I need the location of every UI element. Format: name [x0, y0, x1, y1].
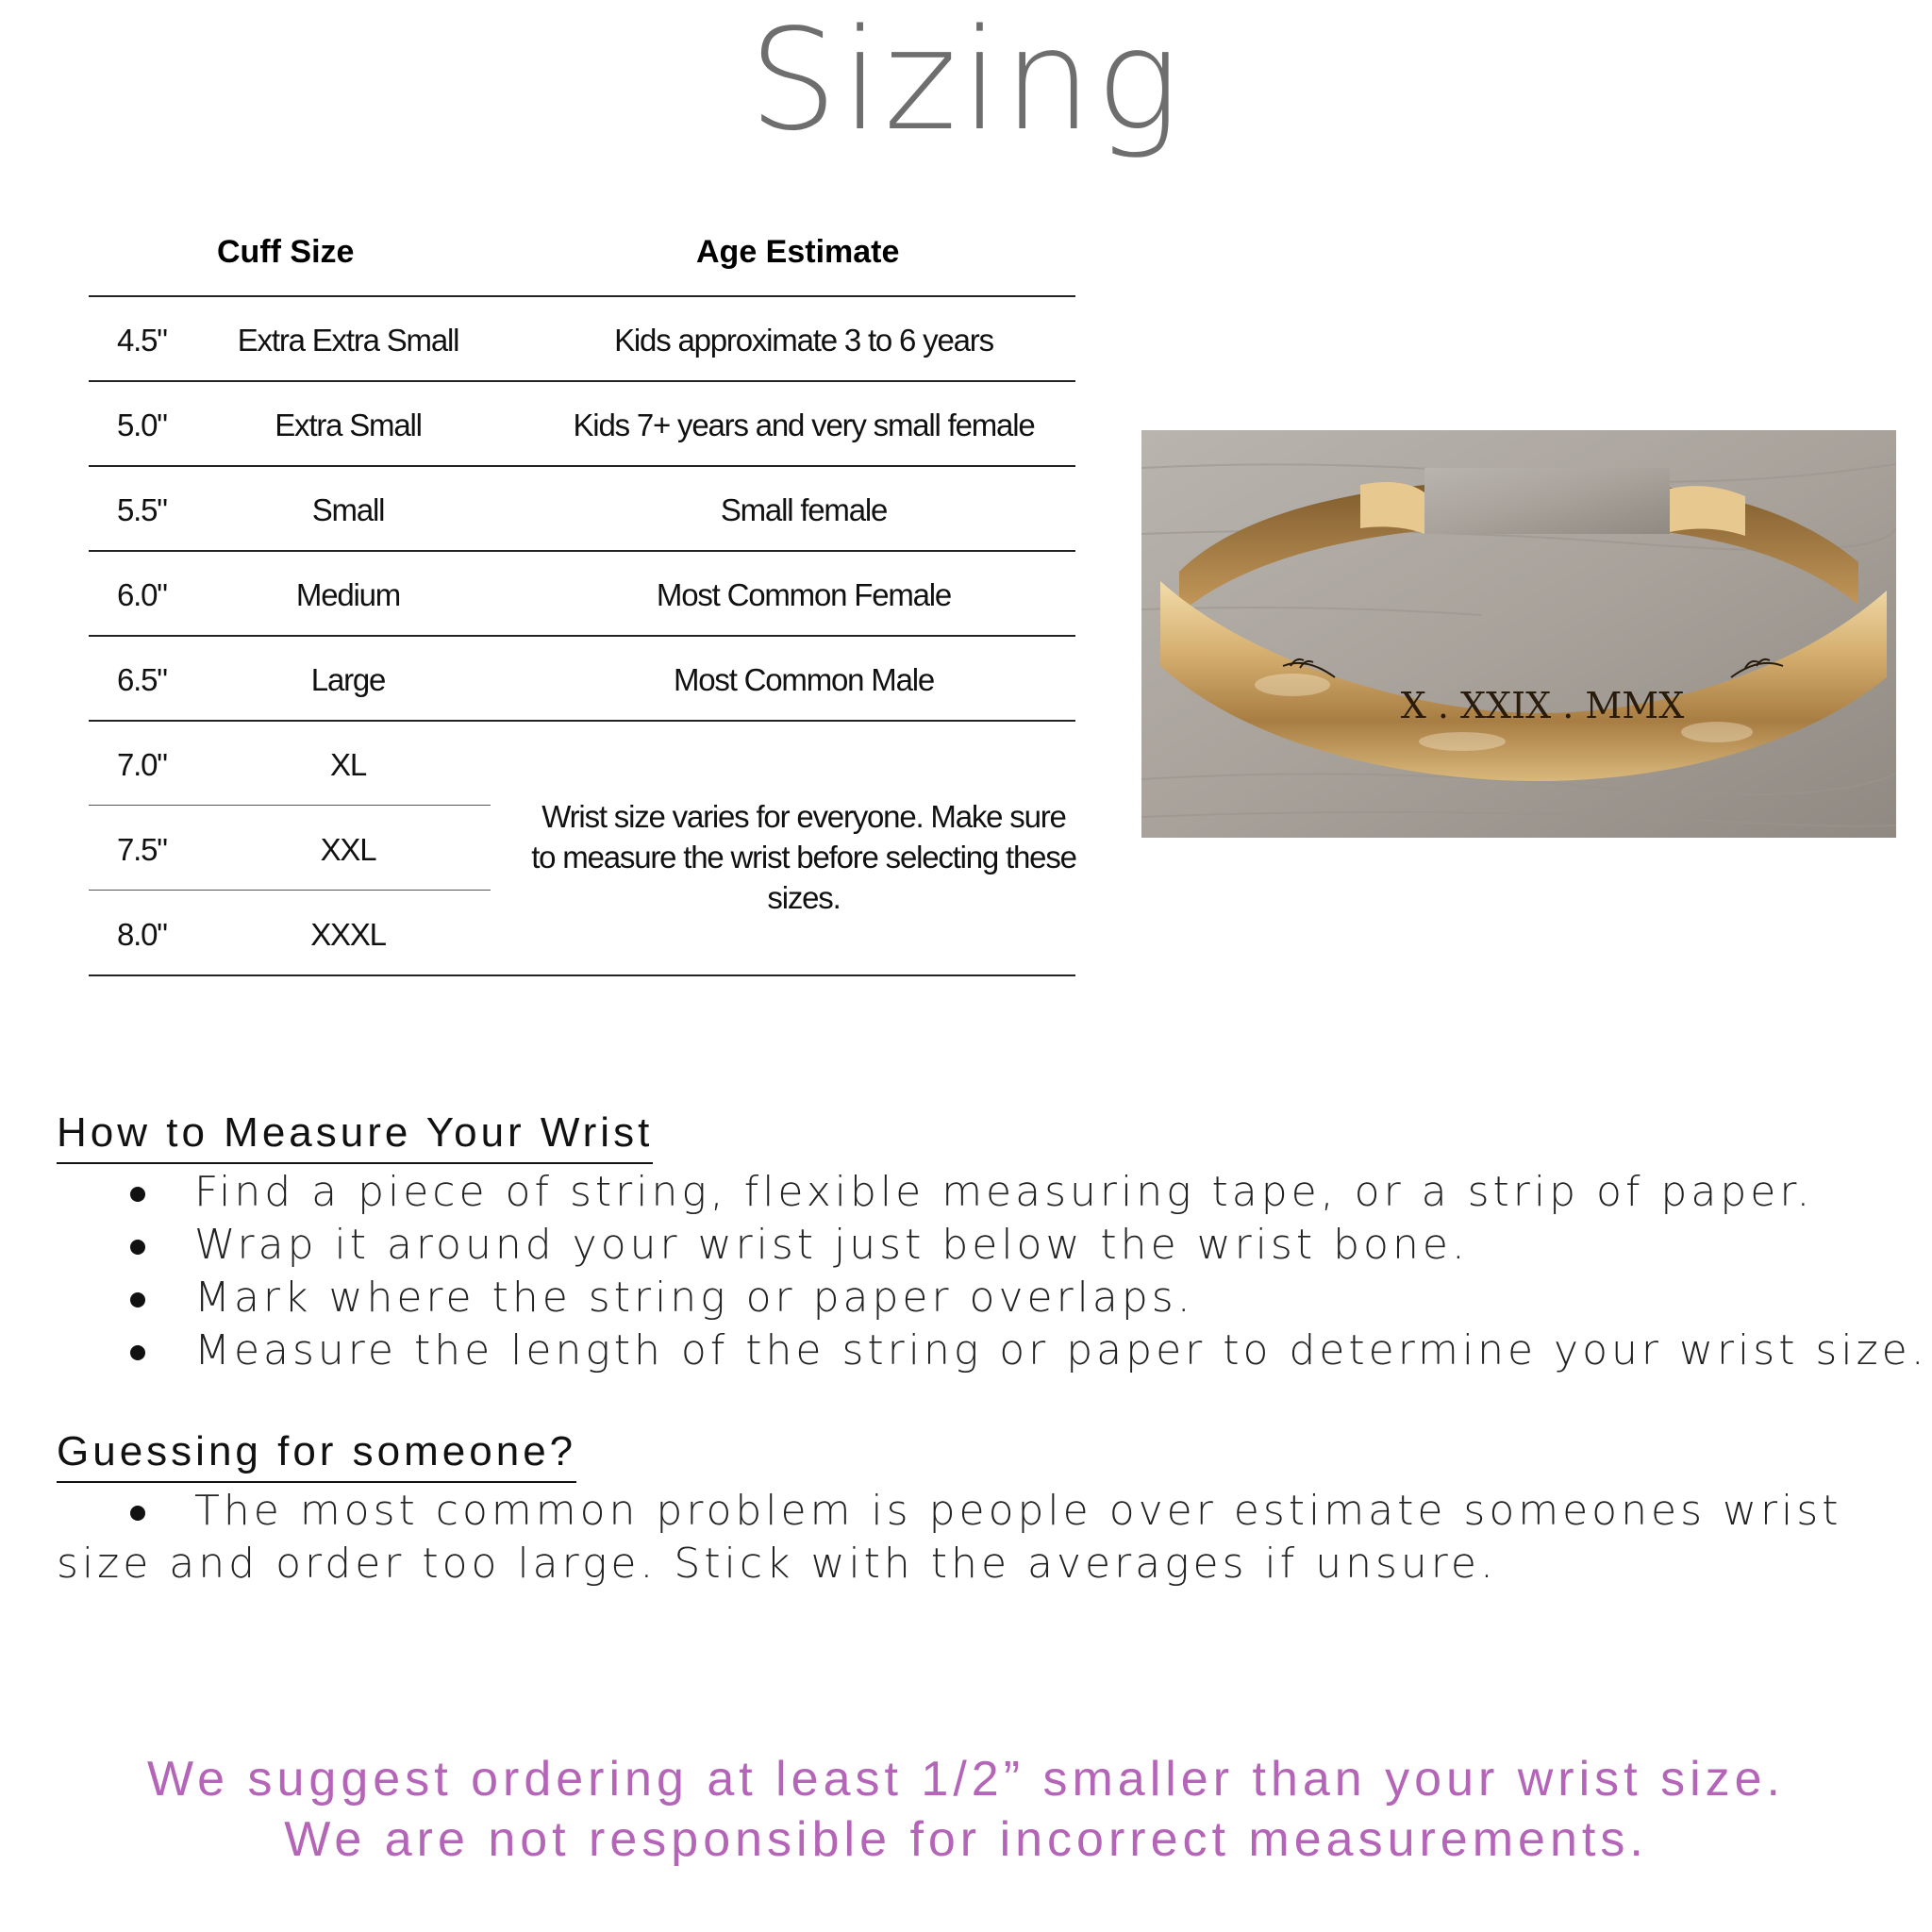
- table-divider: [89, 295, 1075, 297]
- row-age-estimate: Kids 7+ years and very small female: [573, 408, 1035, 442]
- suggestion-line-2: We are not responsible for incorrect measurements.: [284, 1812, 1648, 1867]
- row-size-inches: 8.0": [117, 917, 167, 952]
- bullet-icon: [130, 1345, 145, 1360]
- cuff-bracelet-photo: [1141, 430, 1896, 838]
- row-size-name: XXL: [320, 832, 376, 867]
- bullet-icon: [130, 1187, 145, 1202]
- bullet-icon: [130, 1292, 145, 1307]
- large-sizes-note: Wrist size varies for everyone. Make sure to measure the wrist before selecting these sizes.: [531, 799, 1076, 915]
- table-divider: [89, 635, 1075, 637]
- bullet-icon: [130, 1506, 145, 1521]
- page-title: Sizing: [748, 0, 1184, 161]
- row-age-estimate: Small female: [720, 492, 888, 527]
- list-item: [57, 1324, 1928, 1377]
- row-size-name: Medium: [295, 577, 401, 612]
- row-age-estimate: Most Common Male: [673, 662, 935, 697]
- measure-step-text: Measure the length of the string or paper to determine your wrist size.: [194, 1326, 1928, 1374]
- measure-step-text: Mark where the string or paper overlaps.: [194, 1274, 1194, 1322]
- bullet-icon: [130, 1240, 145, 1255]
- guessing-text: The most common problem is people over estimate someones wrist size and order too large. Stick with the averages if unsure.: [57, 1487, 1842, 1588]
- list-item: [57, 1166, 1887, 1219]
- row-size-name: Small: [311, 492, 385, 527]
- row-size-name: Large: [310, 662, 386, 697]
- row-size-inches: 7.0": [117, 747, 167, 782]
- row-size-inches: 6.5": [117, 662, 167, 697]
- row-size-inches: 6.0": [117, 577, 167, 612]
- row-size-name: XL: [330, 747, 366, 782]
- measure-heading: How to Measure Your Wrist: [57, 1109, 653, 1164]
- row-size-inches: 5.5": [117, 492, 167, 527]
- row-size-inches: 5.0": [117, 408, 167, 442]
- header-age-estimate: Age Estimate: [696, 234, 900, 270]
- cuff-bracelet-illustration: [1141, 430, 1896, 838]
- row-size-inches: 4.5": [117, 323, 167, 358]
- table-subdivider: [89, 890, 491, 891]
- row-size-inches: 7.5": [117, 832, 167, 867]
- table-divider: [89, 550, 1075, 552]
- measure-step-text: Find a piece of string, flexible measuring tape, or a strip of paper.: [194, 1168, 1814, 1216]
- table-divider: [89, 380, 1075, 382]
- measure-step-text: Wrap it around your wrist just below the wrist bone.: [194, 1221, 1469, 1269]
- engraving-text: X . XXIX . MMX: [1400, 685, 1685, 726]
- guessing-paragraph: [57, 1485, 1906, 1591]
- table-bottom-border: [89, 974, 1075, 976]
- row-size-name: XXXL: [310, 917, 386, 952]
- row-size-name: Extra Extra Small: [237, 323, 459, 358]
- measure-steps-list: [57, 1166, 1928, 1377]
- suggestion-line-1: We suggest ordering at least 1/2” smaller than your wrist size.: [147, 1752, 1785, 1807]
- row-size-name: Extra Small: [275, 408, 422, 442]
- header-cuff-size: Cuff Size: [217, 234, 355, 270]
- list-item: [57, 1219, 1887, 1272]
- guessing-heading: Guessing for someone?: [57, 1428, 576, 1483]
- table-subdivider: [89, 805, 491, 806]
- table-divider: [89, 465, 1075, 467]
- table-divider: [89, 720, 1075, 722]
- row-age-estimate: Kids approximate 3 to 6 years: [614, 323, 993, 358]
- row-age-estimate: Most Common Female: [656, 577, 952, 612]
- size-table: [89, 226, 1075, 981]
- list-item: [57, 1272, 1887, 1324]
